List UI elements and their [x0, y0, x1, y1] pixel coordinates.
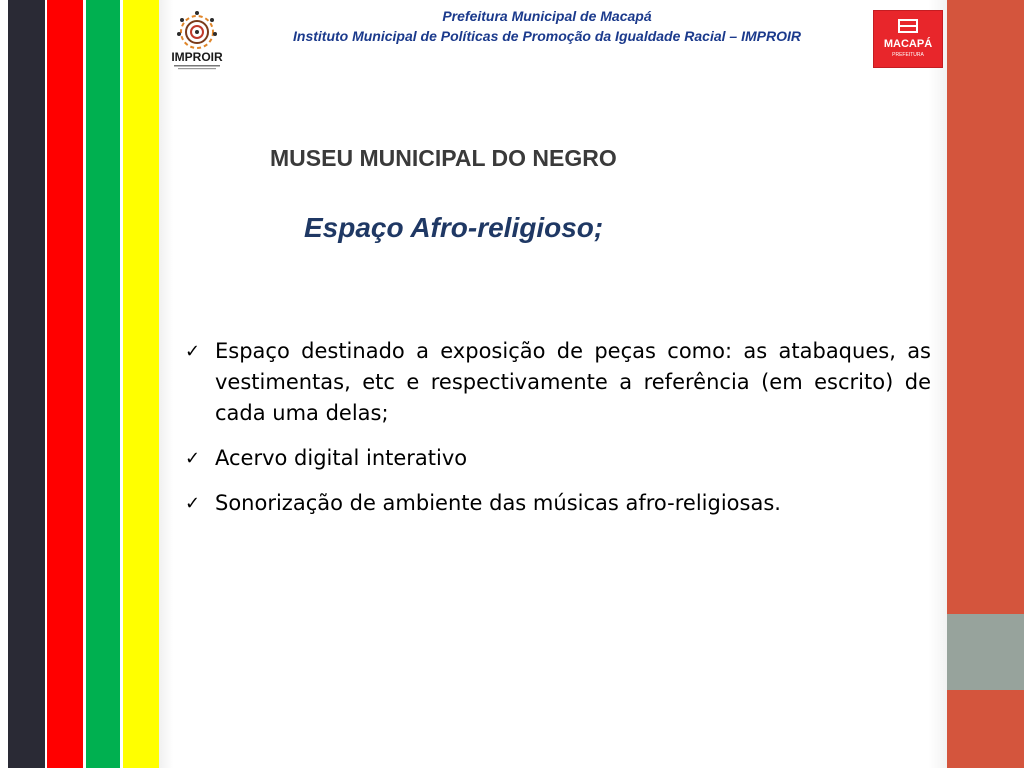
right-band-bottom	[947, 690, 1024, 768]
right-band-accent	[947, 614, 1024, 690]
bullet-text: Espaço destinado a exposição de peças como: as atabaques, as vestimentas, etc e respectivamente a referência (em escrito) de cada uma delas;	[215, 339, 931, 425]
black-stripe	[8, 0, 45, 768]
bullet-list	[183, 336, 931, 533]
right-band-top	[947, 0, 1024, 614]
macapa-logo-mark	[874, 11, 942, 67]
checkmark-icon: ✓	[185, 341, 201, 362]
slide-title: MUSEU MUNICIPAL DO NEGRO	[270, 145, 617, 171]
list-item	[183, 443, 931, 474]
macapa-logo	[873, 10, 943, 68]
green-stripe	[86, 0, 120, 768]
yellow-stripe	[123, 0, 159, 768]
slide-subtitle: Espaço Afro-religioso;	[304, 212, 604, 243]
improir-logo	[168, 8, 226, 72]
checkmark-icon: ✓	[185, 448, 201, 469]
macapa-logo-text: MACAPÁ	[883, 38, 933, 50]
header-instituto: Instituto Municipal de Políticas de Promoção da Igualdade Racial – IMPROIR	[293, 28, 801, 44]
improir-logo-text: IMPROIR	[171, 50, 223, 64]
bullet-text: Sonorização de ambiente das músicas afro-religiosas.	[215, 491, 781, 515]
left-margin	[0, 0, 8, 768]
checkmark-icon: ✓	[185, 493, 201, 514]
list-item	[183, 488, 931, 519]
list-item	[183, 336, 931, 429]
header	[226, 6, 868, 46]
header-prefeitura: Prefeitura Municipal de Macapá	[442, 8, 652, 24]
improir-spiral-icon	[168, 8, 226, 72]
macapa-logo-subtext: PREFEITURA	[892, 52, 924, 58]
red-stripe	[47, 0, 83, 768]
bullet-text: Acervo digital interativo	[215, 446, 468, 470]
